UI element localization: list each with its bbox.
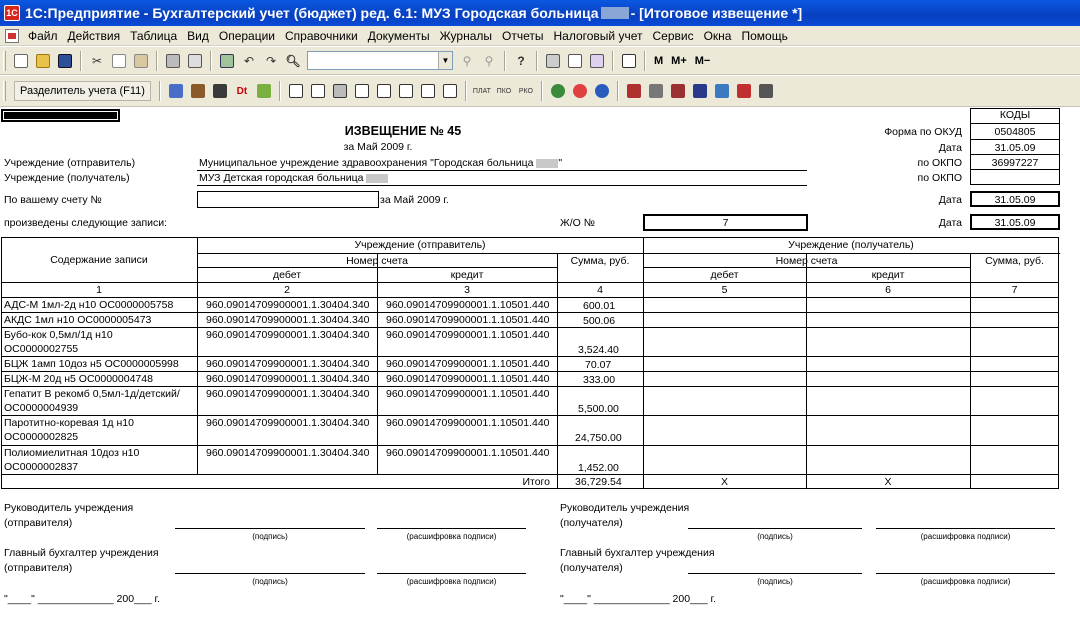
divider [970,169,1060,170]
standard-toolbar [0,47,1080,75]
row-sum: 3,524.40 [578,344,619,356]
row-name-code: ОС0000002755 [4,343,79,355]
calculator-icon[interactable] [543,51,563,71]
row-name: Бубо-кок 0,5мл/1д н10 [4,329,113,341]
sender-account-no: Номер счета [346,255,408,267]
report-period: за Май 2009 г. [343,141,413,153]
row-divider [1,312,1059,313]
row-sum: 24,750.00 [575,432,622,444]
row-debit: 960.09014709900001.1.30404.340 [206,417,370,429]
sender-debit-header: дебет [272,269,302,281]
menu-table[interactable]: Таблица [130,28,178,43]
entries-icon[interactable] [210,81,230,101]
book-icon[interactable] [619,51,639,71]
col-number: 6 [885,284,891,296]
memory-minus-button[interactable]: М− [694,54,711,67]
cut-icon[interactable]: ✂ [91,53,103,68]
report-3-icon[interactable] [330,81,350,101]
date2-label: Дата [938,194,962,206]
separator [210,51,212,71]
report-6-icon[interactable] [418,81,438,101]
memory-plus-button[interactable]: М+ [671,54,687,67]
sender-paren: (отправителя) [4,562,73,574]
receiver-account-no: Номер счета [775,255,838,267]
link-icon[interactable] [592,81,612,101]
menu-tax[interactable]: Налоговый учет [553,28,643,43]
row-credit: 960.09014709900001.1.10501.440 [386,329,550,341]
payment-order-icon[interactable]: ПЛАТ [472,87,491,95]
cash-in-icon[interactable]: ПКО [496,87,512,95]
row-name-code: ОС0000002837 [4,461,79,473]
cards-icon[interactable] [668,81,688,101]
copy-icon[interactable] [109,51,129,71]
sender-value: Муниципальное учреждение здравоохранения "Городская больница " [199,157,563,169]
menu-view[interactable]: Вид [187,28,209,43]
print-preview-icon[interactable] [185,51,205,71]
accounting-divider-button[interactable]: Разделитель учета (F11) [14,81,151,101]
print-icon[interactable] [163,51,183,71]
separator [465,81,467,101]
receiver-debit-header: дебет [710,269,739,281]
toolbar-grip[interactable] [3,81,6,101]
row-credit: 960.09014709900001.1.10501.440 [386,388,550,400]
undo-icon[interactable]: ↶ [243,53,255,68]
date3-label: Дата [938,217,962,229]
materials-icon[interactable] [646,81,666,101]
redo-icon[interactable]: ↷ [265,53,277,68]
redacted-block [601,7,629,19]
receiver-date-line: "____" _____________ 200___ г. [560,593,716,605]
sender-paren: (отправителя) [4,517,73,529]
toolbar-grip[interactable] [3,51,6,71]
total-label: Итого [522,476,550,488]
sender-underline [197,170,807,171]
menu-documents[interactable]: Документы [367,28,430,43]
row-divider [1,474,1059,475]
row-sum: 500.06 [583,315,616,327]
divider [970,123,1060,124]
receiver-paren: (получателя) [560,517,623,529]
col-number: 7 [1011,284,1018,296]
separator [504,51,506,71]
chart-of-accounts-icon[interactable] [166,81,186,101]
jo-value: 7 [722,217,729,229]
receiver-sum-header: Сумма, руб. [985,255,1044,267]
menu-service[interactable]: Сервис [652,28,694,43]
report-5-icon[interactable] [396,81,416,101]
date2-value: 31.05.09 [994,194,1036,206]
signature-caption: (подпись) [757,577,793,586]
sender-sum-header: Сумма, руб. [570,255,630,267]
menu-help[interactable]: Помощь [741,28,788,43]
row-debit: 960.09014709900001.1.30404.340 [206,373,370,385]
row-name: БЦЖ-М 20д н5 ОС0000004748 [4,373,153,385]
row-divider [1,445,1059,446]
receiver-paren: (получателя) [560,562,623,574]
new-icon[interactable] [11,51,31,71]
separator [156,51,158,71]
okud-value: 0504805 [994,126,1036,138]
okpo-value: 36997227 [991,157,1039,169]
chief-acc-receiver-label: Главный бухгалтер учреждения [560,547,715,559]
row-sum: 70.07 [585,359,612,371]
divider [643,267,970,268]
separator [536,51,538,71]
separator [644,51,646,71]
paste-icon[interactable] [131,51,151,71]
properties-icon[interactable] [217,51,237,71]
account-period: за Май 2009 г. [380,194,449,206]
row-name: АДС-М 1мл-2д н10 ОС0000005758 [4,299,174,311]
window-title: 1С:Предприятие - Бухгалтерский учет (бюджет) ред. 6.1: МУЗ Городская больница [25,5,599,21]
signature-caption: (подпись) [252,577,288,586]
signature-line [377,573,526,574]
menu-operations[interactable]: Операции [218,28,276,43]
menu-actions[interactable]: Действия [67,28,121,43]
calendar-icon[interactable] [565,51,585,71]
redacted-block [366,174,388,183]
row-credit: 960.09014709900001.1.10501.440 [386,417,550,429]
report-text-icon[interactable] [374,81,394,101]
receiver-value: МУЗ Детская городская больница [199,172,388,184]
row-sum: 1,452.00 [578,462,619,474]
row-credit: 960.09014709900001.1.10501.440 [386,314,550,326]
chevron-down-icon[interactable]: ▼ [438,52,452,69]
signature-line [688,528,862,529]
signature-caption: (подпись) [757,532,793,541]
help-icon[interactable]: ? [517,53,525,68]
separator [159,81,161,101]
cash-out-icon[interactable]: РКО [518,87,533,95]
signature-line [688,573,862,574]
receiver-credit-header: кредит [871,269,905,281]
row-sum: 5,500.00 [578,403,619,415]
signature-line [175,528,365,529]
sender-label: Учреждение (отправитель) [4,157,136,169]
row-divider [1,386,1059,387]
row-sum: 333.00 [583,374,616,386]
divider [970,139,1060,140]
operations-icon[interactable] [188,81,208,101]
report-label-box [1,109,120,122]
separator [612,51,614,71]
col-number: 4 [597,284,603,296]
signature-caption: (подпись) [252,532,288,541]
head-sender-label: Руководитель учреждения [4,502,134,514]
row-credit: 960.09014709900001.1.10501.440 [386,299,550,311]
sender-header: Учреждение (отправитель) [354,239,486,251]
color-icon[interactable] [570,81,590,101]
replace-icon[interactable]: ⚲ [484,53,494,68]
receiver-underline [197,185,807,186]
separator [541,81,543,101]
row-divider [1,371,1059,372]
col-number: 2 [284,284,290,296]
row-divider [1,415,1059,416]
row-divider [1,327,1059,328]
person-icon[interactable] [734,81,754,101]
row-credit: 960.09014709900001.1.10501.440 [386,447,550,459]
row-debit: 960.09014709900001.1.30404.340 [206,447,370,459]
menu-windows[interactable]: Окна [703,28,732,43]
signature-line [876,528,1055,529]
account-field[interactable] [197,191,379,208]
col-number: 3 [464,284,470,296]
divider [197,253,1060,254]
total-x-col5: X [720,476,728,488]
codes-header: КОДЫ [999,109,1031,121]
dt-kt-icon[interactable]: Dt [236,85,248,97]
date3-value: 31.05.09 [994,217,1036,229]
signature-line [377,528,526,529]
sender-credit-header: кредит [450,269,484,281]
title-bar [0,0,1080,26]
report-sheet [0,108,1080,635]
report-1-icon[interactable] [286,81,306,101]
report-7-icon[interactable] [440,81,460,101]
row-debit: 960.09014709900001.1.30404.340 [206,358,370,370]
memory-button[interactable]: М [654,54,664,67]
decode-caption: (расшифровка подписи) [920,532,1011,541]
separator [80,51,82,71]
signature-line [175,573,365,574]
row-name-code: ОС0000002825 [4,431,79,443]
col-number: 1 [96,284,102,296]
col-number: 5 [721,284,728,296]
okpo-label: по ОКПО [917,157,962,169]
separator [617,81,619,101]
row-name-code: ОС0000004939 [4,402,79,414]
redacted-block [4,112,117,119]
date-label: Дата [938,142,962,154]
row-name: Гепатит В рекомб 0,5мл-1д/детский/ [4,388,180,400]
separator [279,81,281,101]
page-title: ИЗВЕЩЕНИЕ № 45 [344,124,462,138]
find-next-icon[interactable]: ⚲ [462,53,472,68]
report-2-icon[interactable] [308,81,328,101]
okud-label: Форма по ОКУД [884,126,962,138]
okpo2-label: по ОКПО [917,172,962,184]
row-credit: 960.09014709900001.1.10501.440 [386,373,550,385]
menu-journals[interactable]: Журналы [439,28,492,43]
row-debit: 960.09014709900001.1.30404.340 [206,329,370,341]
receiver-label: Учреждение (получатель) [4,172,130,184]
divider [1,297,1059,298]
decode-caption: (расшифровка подписи) [920,577,1011,586]
row-name: Полиомиелитная 10доз н10 [4,447,140,459]
entries-label: произведены следующие записи: [4,217,168,229]
jo-label: Ж/О № [560,217,595,229]
picture-icon[interactable] [712,81,732,101]
document-icon[interactable] [5,29,19,43]
row-divider [1,356,1059,357]
report-4-icon[interactable] [352,81,372,101]
users-icon[interactable] [756,81,776,101]
chief-acc-sender-label: Главный бухгалтер учреждения [4,547,159,559]
app-icon: 1С [4,5,20,21]
divider [1,282,1059,283]
total-x-col6: X [884,476,892,488]
total-value: 36,729.54 [575,476,622,488]
menu-bar [0,26,1080,46]
open-icon[interactable] [33,51,53,71]
tree-icon[interactable] [254,81,274,101]
edit-icon[interactable] [587,51,607,71]
building-icon[interactable] [624,81,644,101]
menu-reports[interactable]: Отчеты [502,28,544,43]
window-title-suffix: - [Итоговое извещение *] [630,5,803,21]
menu-file[interactable]: Файл [28,28,58,43]
sender-date-line: "____" _____________ 200___ г. [4,593,160,605]
row-credit: 960.09014709900001.1.10501.440 [386,358,550,370]
globe-icon[interactable] [548,81,568,101]
receiver-header: Учреждение (получатель) [788,239,914,251]
date-value: 31.05.09 [994,142,1036,154]
save-icon[interactable] [55,51,75,71]
decode-caption: (расшифровка подписи) [406,577,497,586]
account-label: По вашему счету № [4,194,102,206]
signature-line [876,573,1055,574]
divider [197,267,557,268]
row-debit: 960.09014709900001.1.30404.340 [206,314,370,326]
find-icon[interactable]: 🔍︎ [285,53,301,68]
decode-caption: (расшифровка подписи) [406,532,497,541]
row-name: Паротитно-коревая 1д н10 [4,417,134,429]
divider [970,154,1060,155]
row-debit: 960.09014709900001.1.30404.340 [206,388,370,400]
search-combo[interactable] [307,51,453,70]
head-receiver-label: Руководитель учреждения [560,502,690,514]
row-sum: 600.01 [583,300,616,312]
row-name: БЦЖ 1амп 10доз н5 ОС0000005998 [4,358,179,370]
row-name: АКДС 1мл н10 ОС0000005473 [4,314,152,326]
menu-references[interactable]: Справочники [285,28,358,43]
content-header: Содержание записи [50,254,148,266]
people-icon[interactable] [690,81,710,101]
row-debit: 960.09014709900001.1.30404.340 [206,299,370,311]
redacted-block [536,159,558,168]
accounting-toolbar [0,76,1080,107]
